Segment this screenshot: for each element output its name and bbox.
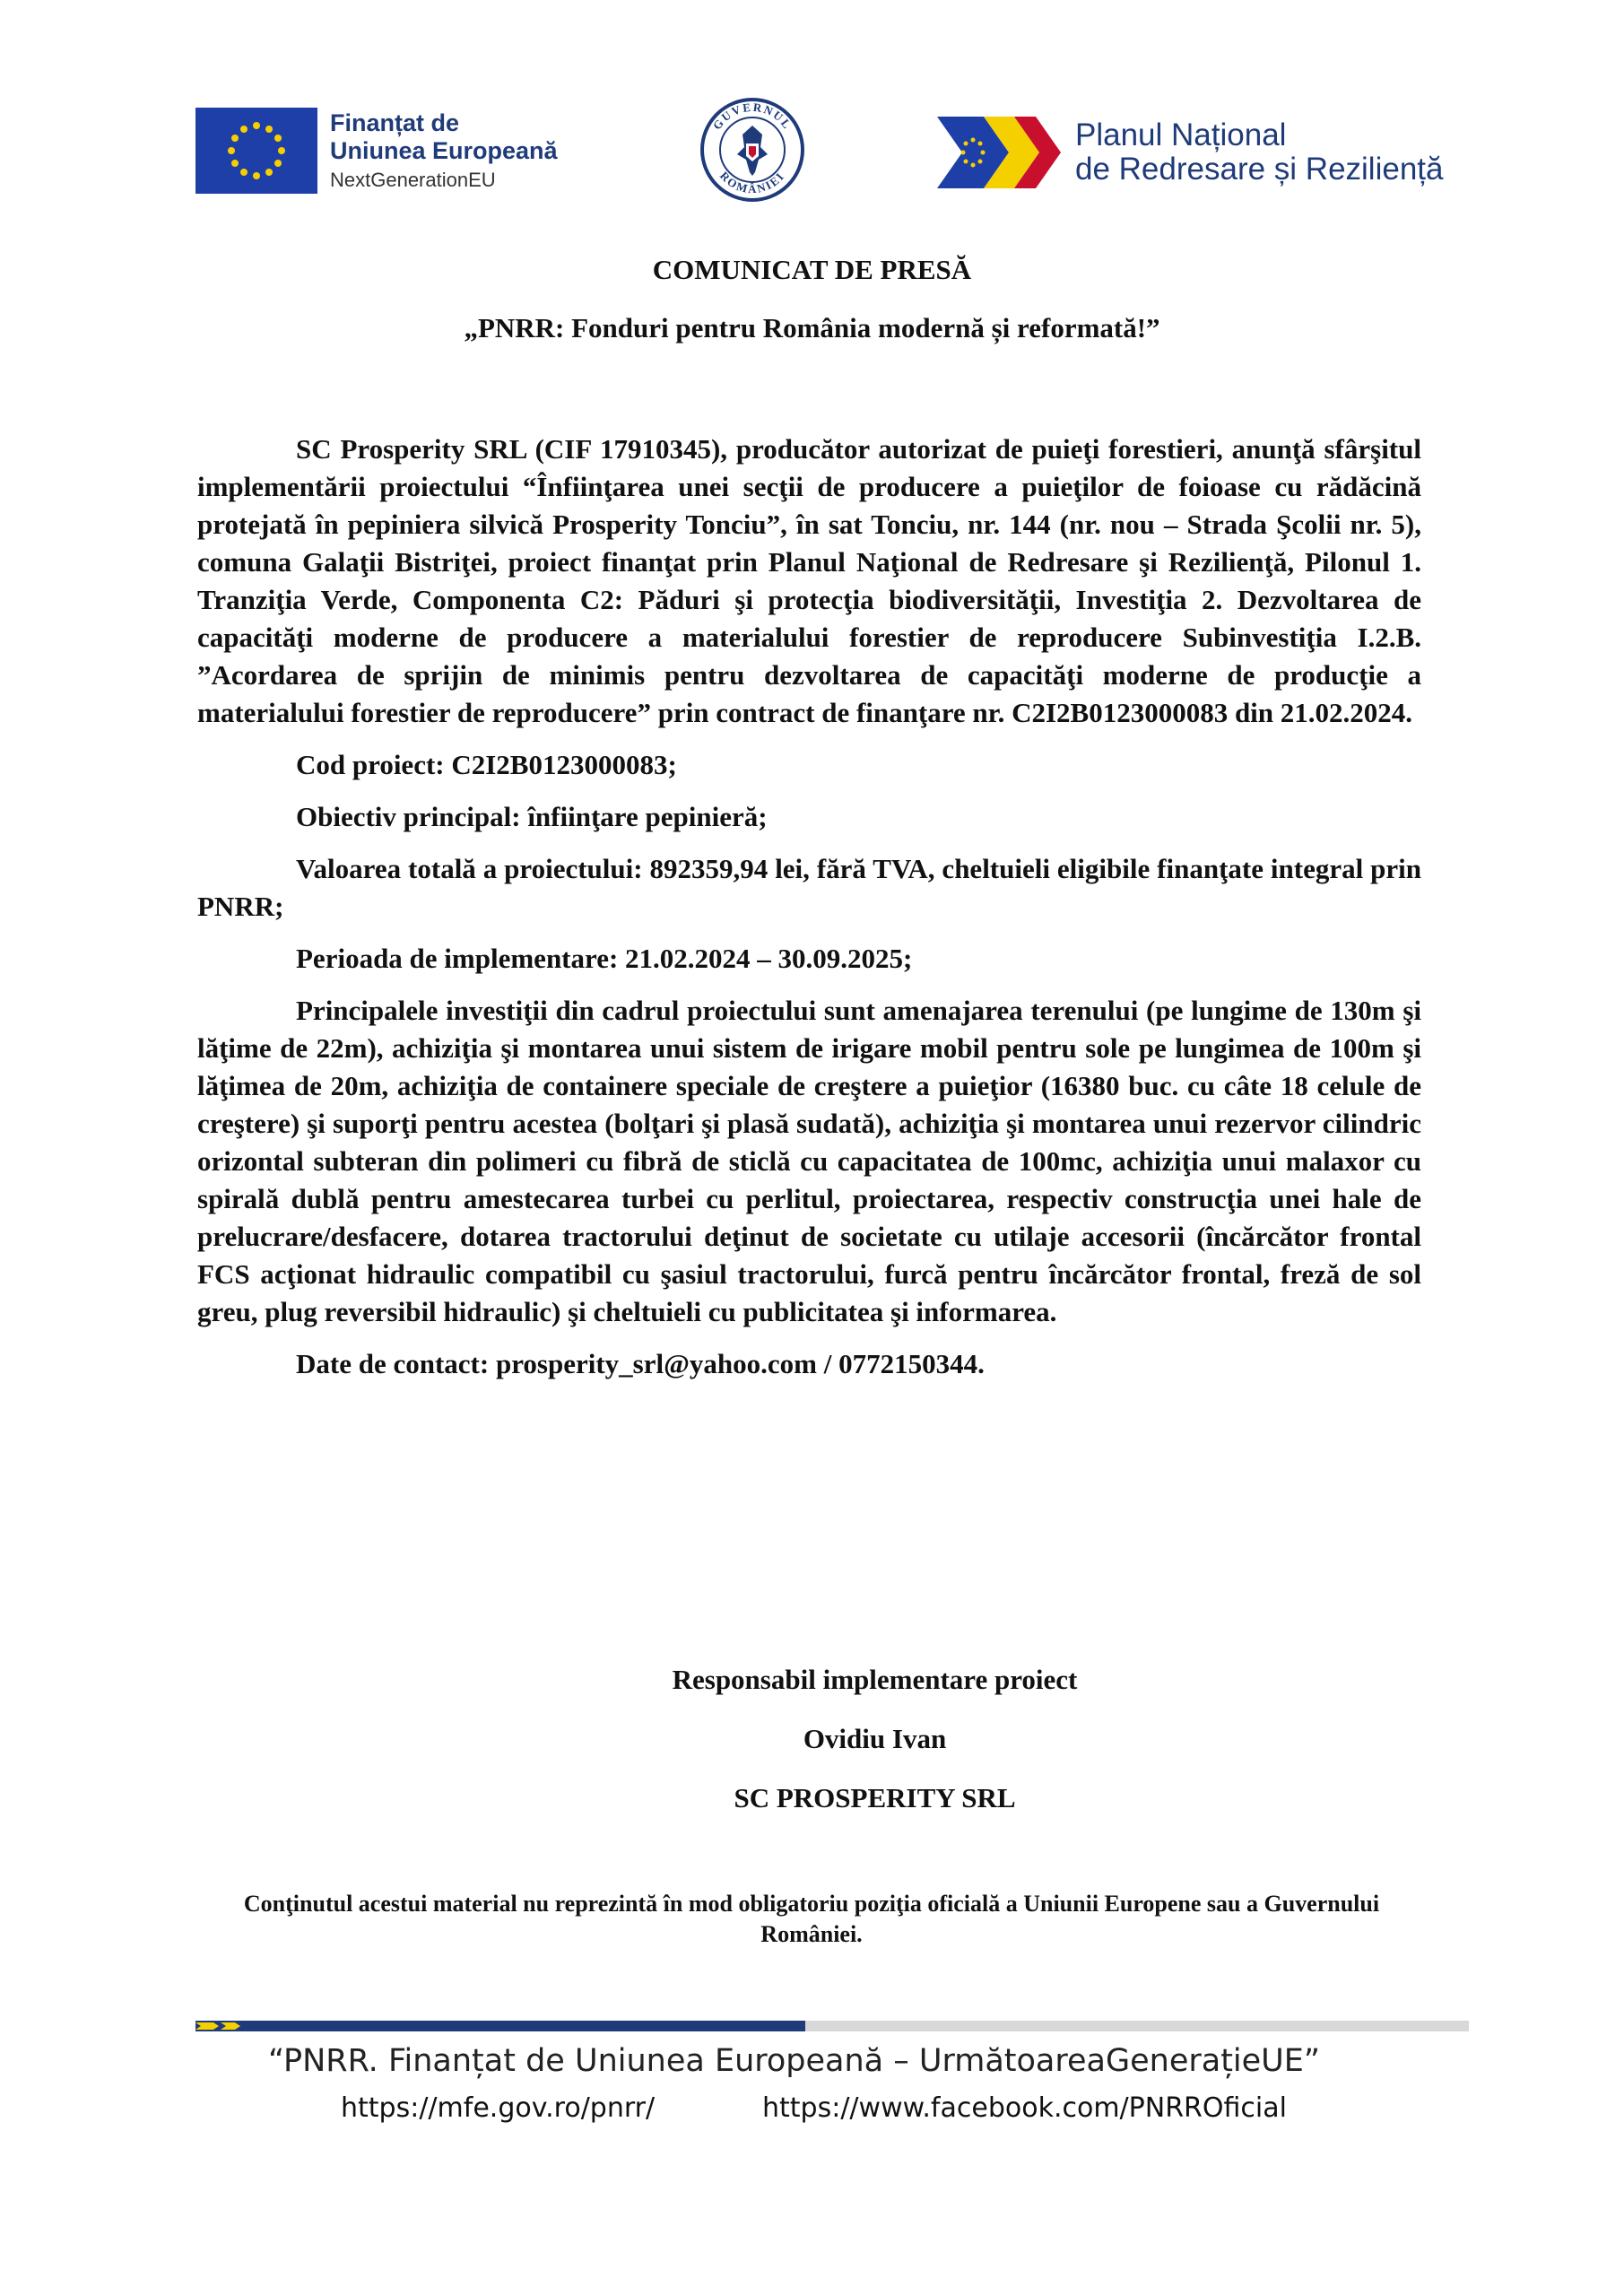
pnrr-logo-line1: Planul Național [1075,117,1287,152]
signature-name: Ovidiu Ivan [803,1723,947,1754]
footer-divider-bar [195,2021,1469,2031]
footer-link-facebook[interactable]: https://www.facebook.com/PNRROficial [762,2092,1287,2124]
seal-text-bottom: ROMÂNIEI [716,169,788,196]
eu-logo-text [330,109,558,191]
pnrr-logo-line2: de Redresare și Reziliență [1075,152,1444,187]
document-body [197,430,1421,1383]
footer-link-mfe[interactable]: https://mfe.gov.ro/pnrr/ [341,2092,656,2124]
implementation-period: Perioada de implementare: 21.02.2024 – 30.09.2025; [296,943,913,974]
document-title: COMUNICAT DE PRESĂ [652,254,972,285]
main-objective: Obiectiv principal: înfiinţare pepinieră; [296,801,768,832]
project-code: Cod proiect: C2I2B0123000083; [296,749,677,780]
total-value: Valoarea totală a proiectului: 892359,94 lei, fără TVA, cheltuieli eligibile finanţate integral prin PNRR; [197,853,1421,922]
eu-flag-icon [195,108,317,194]
document-subtitle: „PNRR: Fonduri pentru România modernă și reformată!” [464,312,1160,344]
eu-disclaimer: Conţinutul acestui material nu reprezintă în mod obligatoriu poziţia oficială a Uniunii Europene sau a Guvernului României. [243,1891,1380,1947]
signature-company: SC PROSPERITY SRL [734,1782,1016,1813]
header-logos [0,90,1624,215]
contact-details: Date de contact: prosperity_srl@yahoo.com / 0772150344. [296,1348,985,1379]
eu-funding-logo [195,106,558,196]
signature-role: Responsabil implementare proiect [672,1664,1078,1695]
footer-slogan: “PNRR. Finanțat de Uniunea Europeană – UrmătoareaGenerațieUE” [267,2043,1321,2079]
eu-logo-line2: Uniunea Europeană [330,137,558,165]
eu-logo-line3: NextGenerationEU [330,169,496,192]
investments-paragraph: Principalele investiţii din cadrul proiectului sunt amenajarea terenului (pe lungime de 130m şi lăţime de 22m), achiziţia şi montarea unui sistem de irigare mobil pentru sole pe lungimea de 100m şi lăţimea de 20m, achiziţia de containere speciale de creştere a puieţior (16380 buc. cu câte 18 celule de creştere) şi suporţi pentru acestea (bolţari şi plasă sudată), achiziţia şi montarea unui rezervor cilindric orizontal subteran din polimeri cu fibră de sticlă cu capacitatea de 100mc, achiziţia unui malaxor cu spirală dublă pentru amestecarea turbei cu perlitul, proiectarea, respectiv construcţia unei hale de prelucrare/desfacere, dotarea tractorului deţinut de societate cu utilaje accesorii (încărcător frontal FCS acţionat hidraulic compatibil cu şasiul tractorului, furcă pentru încărcător frontal, freză de sol greu, plug reversibil hidraulic) şi cheltuieli cu publicitatea şi informarea. [197,995,1421,1327]
government-seal-icon [699,97,805,203]
pnrr-logo-text [1075,118,1443,187]
eu-logo-line1: Finanțat de [330,109,460,137]
pnrr-flag-icon [937,117,1063,188]
pnrr-logo [937,112,1443,193]
intro-paragraph: SC Prosperity SRL (CIF 17910345), producător autorizat de puieţi forestieri, anunţă sfârşitul implementării proiectului “Înfiinţarea unei secţii de producere a puieţilor de foioase cu rădăcină protejată în pepiniera silvică Prosperity Tonciu”, în sat Tonciu, nr. 144 (nr. nou – Strada Şcolii nr. 5), comuna Galaţii Bistriţei, proiect finanţat prin Planul Naţional de Redresare şi Rezilienţă, Pilonul 1. Tranziţia Verde, Componenta C2: Păduri şi protecţia biodiversităţii, Investiţia 2. Dezvoltarea de capacităţi moderne de producere a materialului forestier de reproducere Subinvestiţia I.2.B. ”Acordarea de sprijin de minimis pentru dezvoltarea de capacităţi moderne de producţie a materialului forestier de reproducere” prin contract de finanţare nr. C2I2B0123000083 din 21.02.2024. [197,433,1421,728]
seal-text-top: GUVERNUL [709,100,795,133]
